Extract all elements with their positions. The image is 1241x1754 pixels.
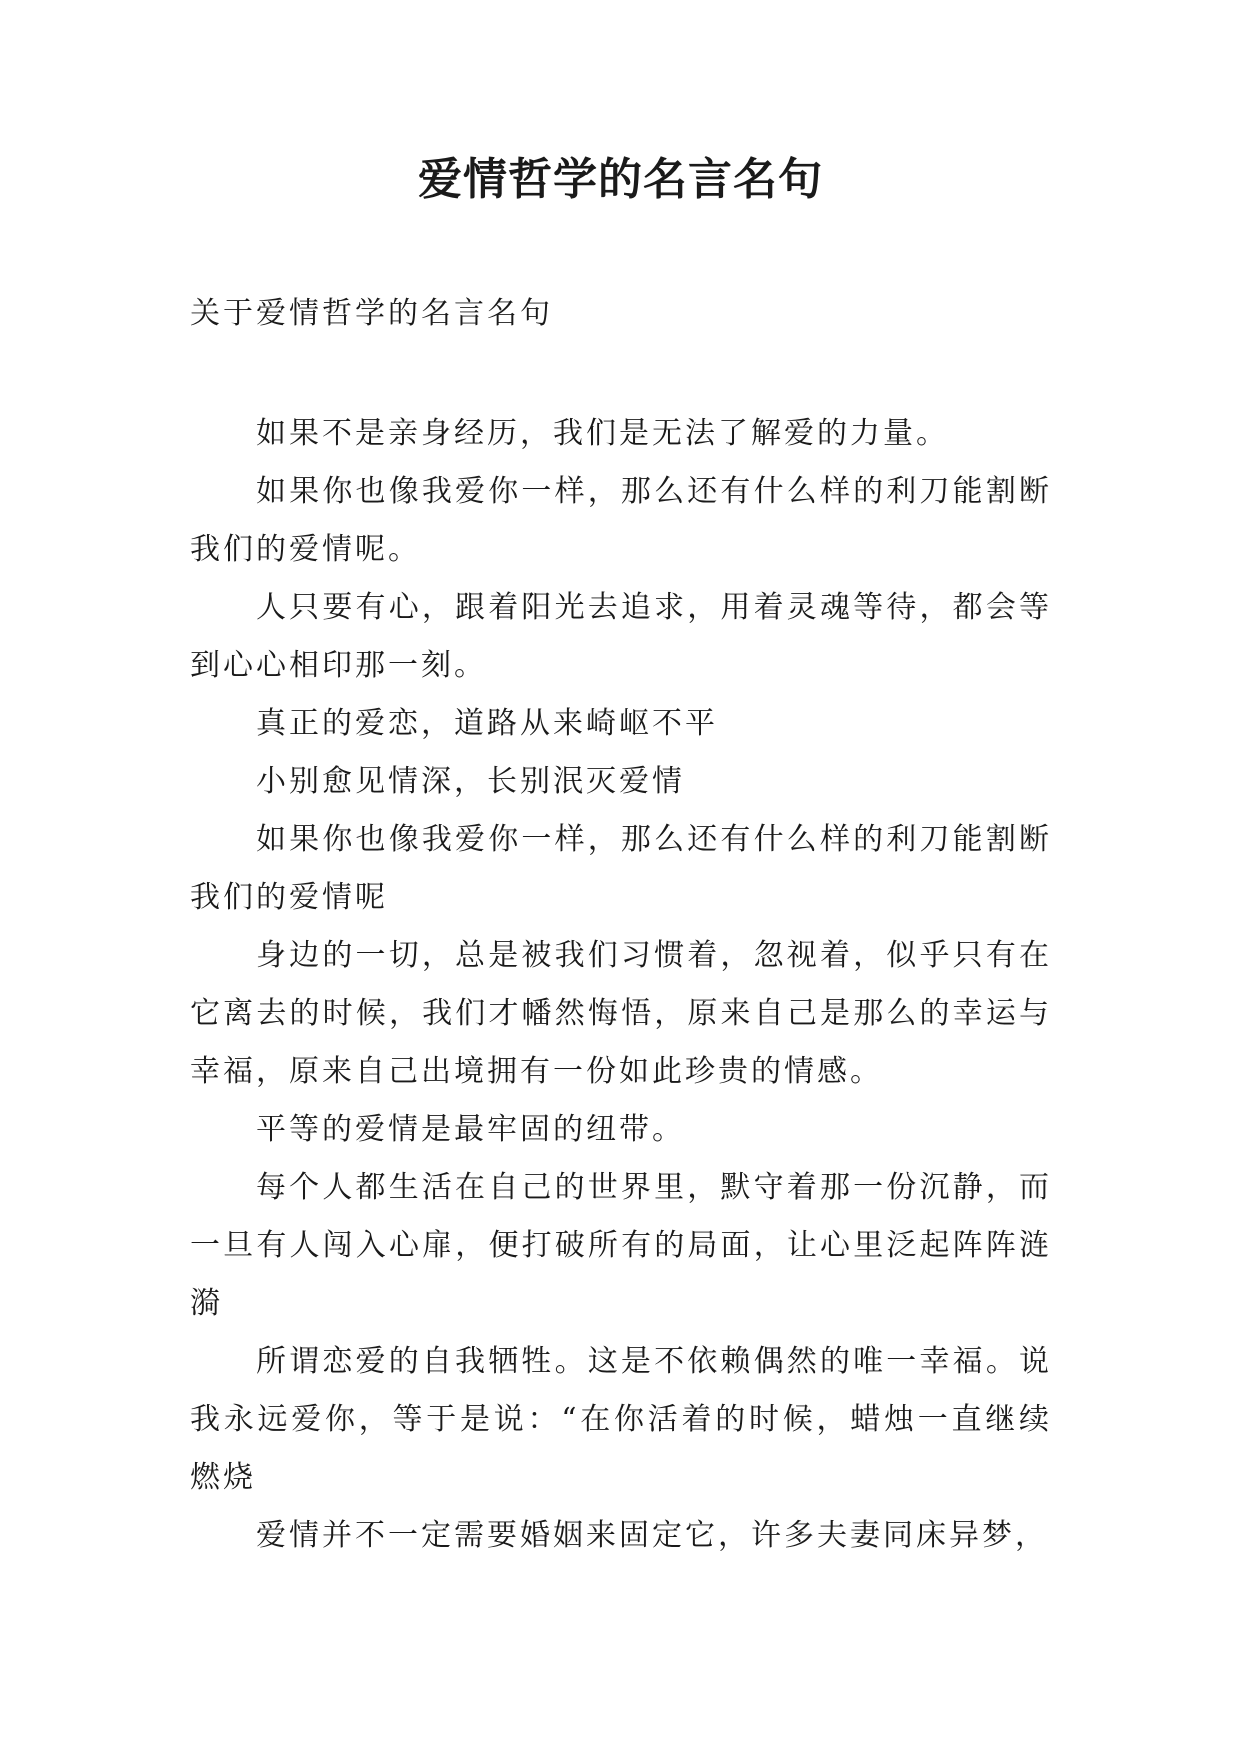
document-subtitle: 关于爱情哲学的名言名句 xyxy=(190,296,553,331)
paragraph-6: 如果你也像我爱你一样，那么还有什么样的利刀能割断我们的爱情呢 xyxy=(190,822,1052,915)
paragraph-4: 真正的爱恋，道路从来崎岖不平 xyxy=(256,706,718,741)
paragraph-8: 平等的爱情是最牢固的纽带。 xyxy=(256,1112,685,1147)
paragraph-5: 小别愈见情深，长别泯灭爱情 xyxy=(256,764,685,799)
paragraph-11: 爱情并不一定需要婚姻来固定它，许多夫妻同床异梦， xyxy=(256,1518,1048,1553)
paragraph-9: 每个人都生活在自己的世界里，默守着那一份沉静，而一旦有人闯入心扉，便打破所有的局面，让心里泛起阵阵涟漪 xyxy=(190,1170,1052,1321)
paragraph-2: 如果你也像我爱你一样，那么还有什么样的利刀能割断我们的爱情呢。 xyxy=(190,474,1052,567)
paragraph-3: 人只要有心，跟着阳光去追求，用着灵魂等待，都会等到心心相印那一刻。 xyxy=(190,590,1052,683)
document-body xyxy=(190,405,1052,1565)
paragraph-10: 所谓恋爱的自我牺牲。这是不依赖偶然的唯一幸福。说我永远爱你，等于是说：“在你活着的时候，蜡烛一直继续燃烧 xyxy=(190,1344,1052,1495)
paragraph-7: 身边的一切，总是被我们习惯着，忽视着，似乎只有在它离去的时候，我们才幡然悔悟，原来自己是那么的幸运与幸福，原来自己出境拥有一份如此珍贵的情感。 xyxy=(190,938,1052,1089)
document-title: 爱情哲学的名言名句 xyxy=(418,154,823,205)
paragraph-1: 如果不是亲身经历，我们是无法了解爱的力量。 xyxy=(256,416,949,451)
